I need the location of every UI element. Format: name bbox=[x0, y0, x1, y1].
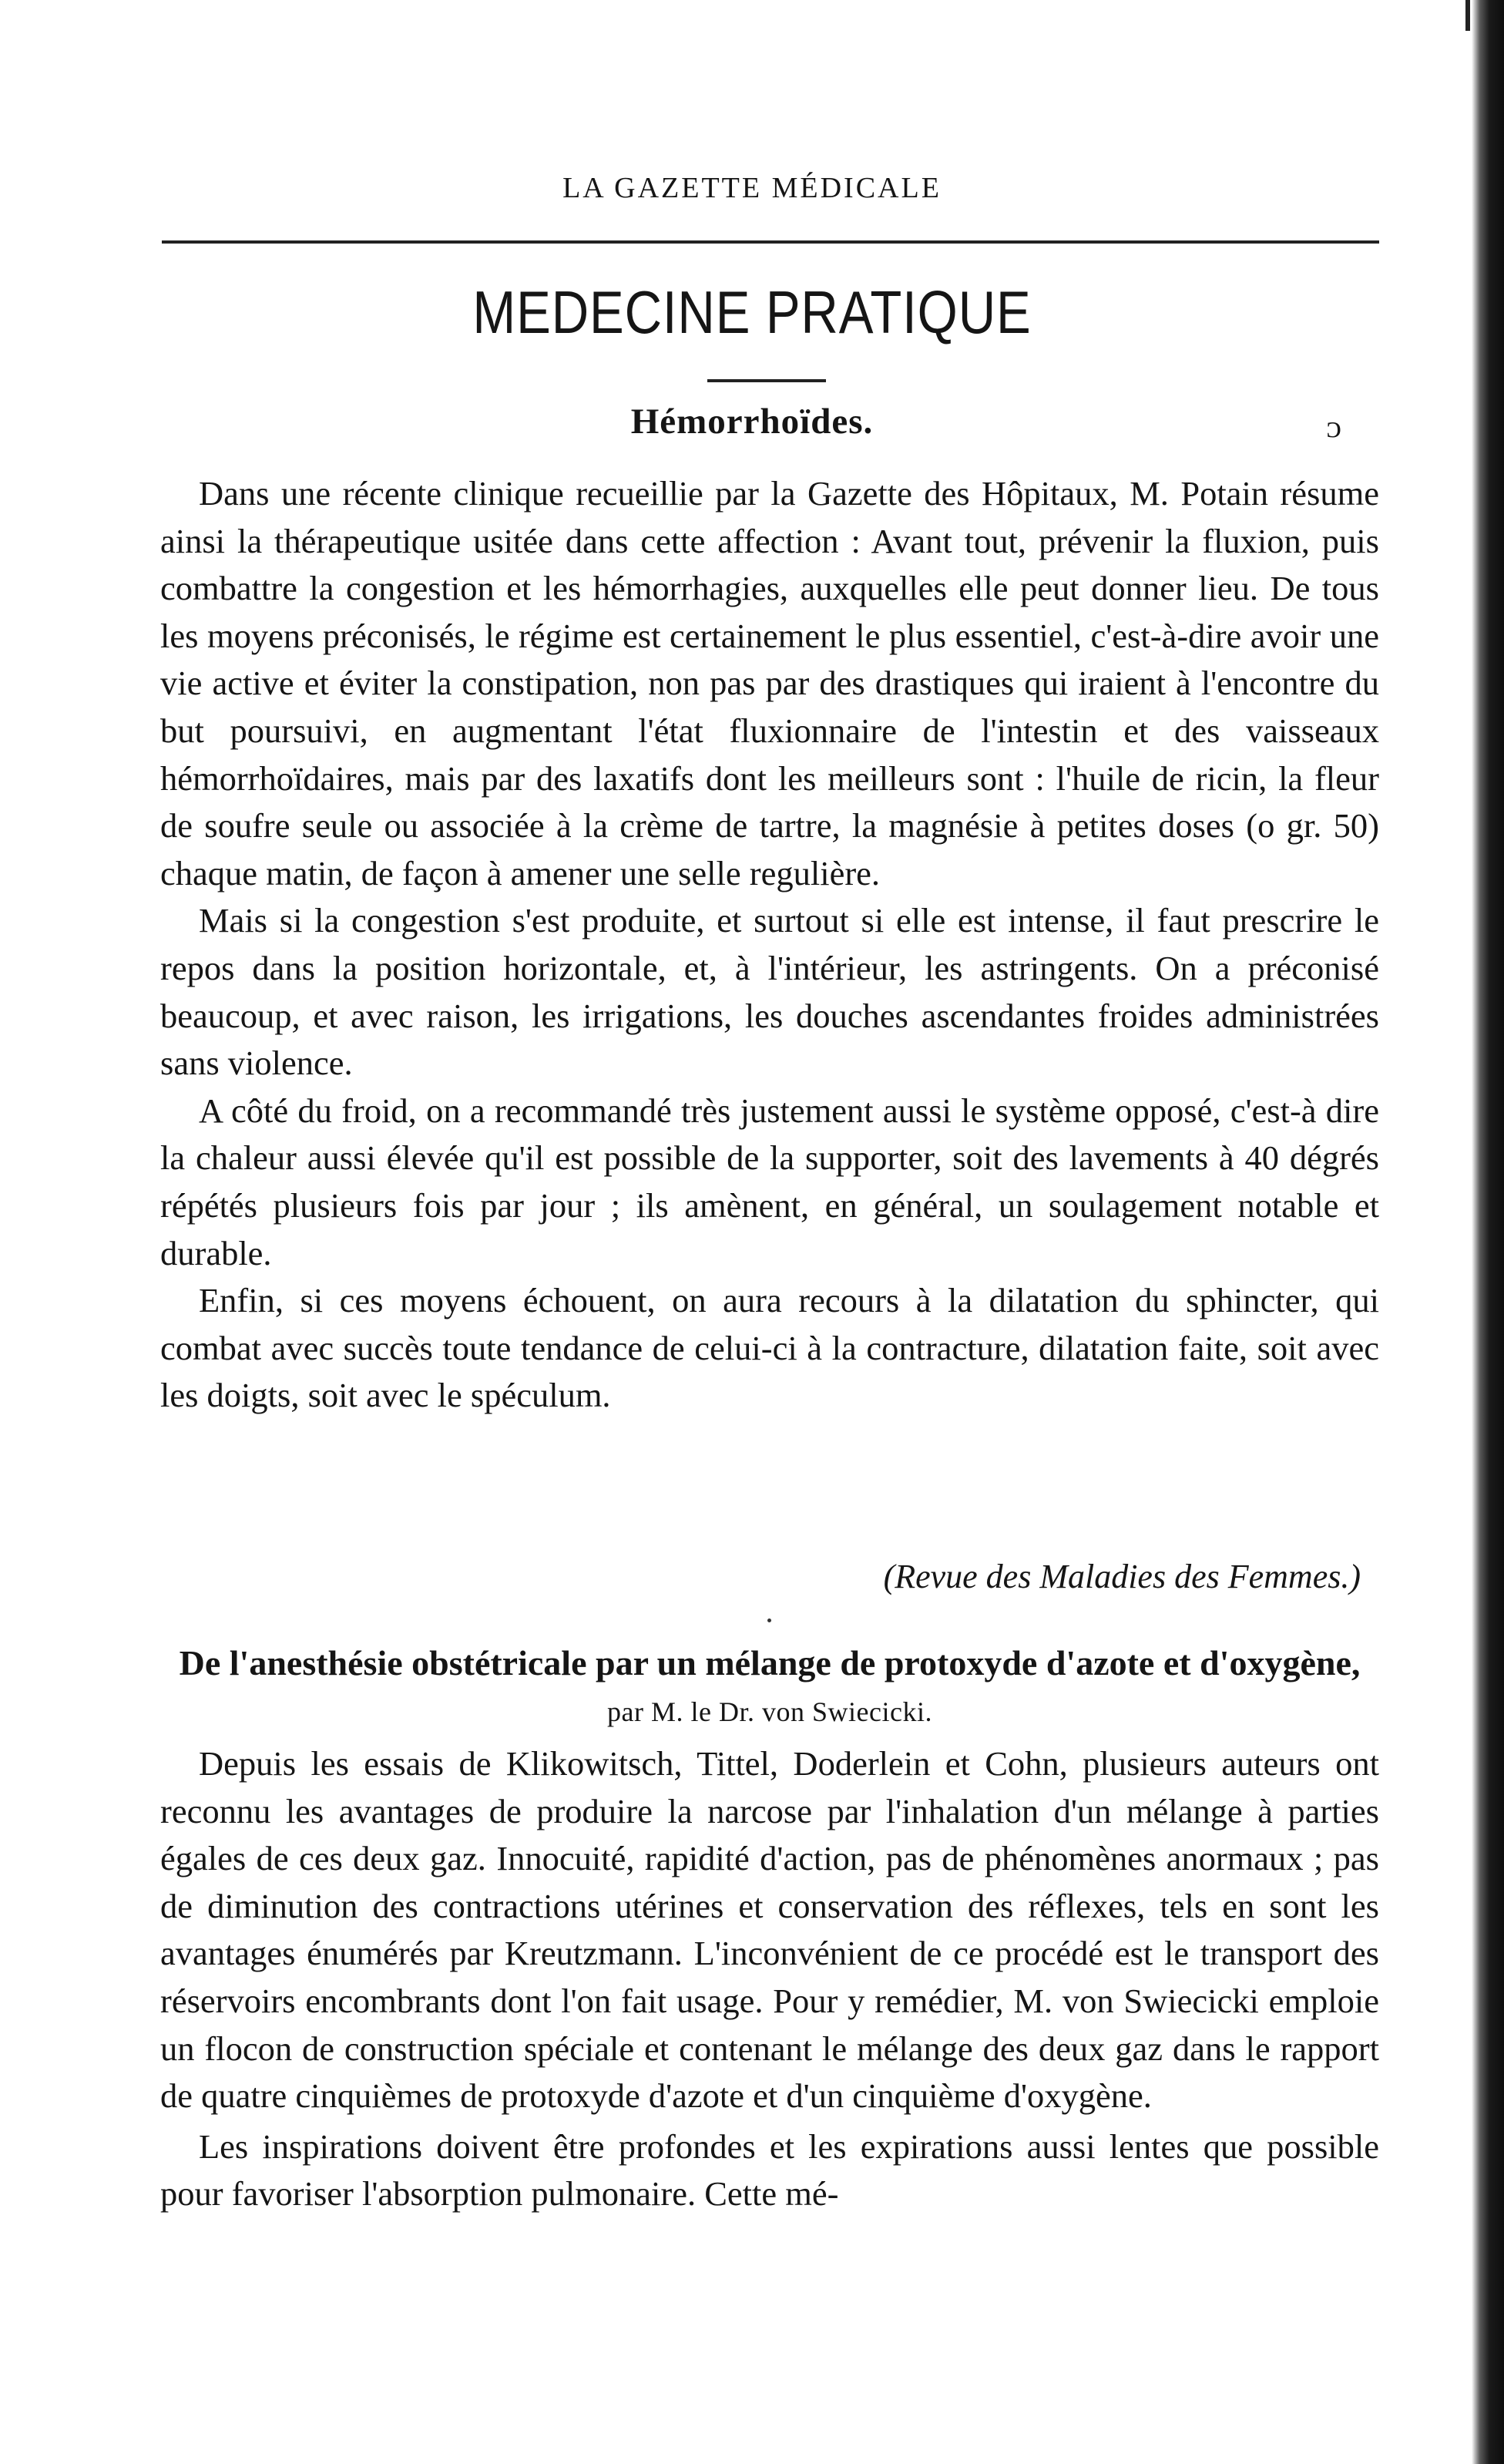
article-2-heading bbox=[160, 1640, 1379, 1735]
separator-dot bbox=[767, 1619, 771, 1622]
header-rule bbox=[162, 240, 1379, 244]
article-2-byline: par M. le Dr. von Swiecicki. bbox=[607, 1696, 932, 1727]
article-2-title: De l'anesthésie obstétricale par un mélange de protoxyde d'azote et d'oxygène, bbox=[179, 1643, 1361, 1682]
article-1-paragraph-2: Mais si la congestion s'est produite, et surtout si elle est intense, il faut prescrire le repos dans la position horizontale, et, à l'intérieur, les astringents. On a préconisé beaucoup, et avec raison, les irrigations, les douches ascendantes froides administrées sans violence. bbox=[160, 901, 1379, 1083]
page-edge-notch bbox=[1465, 0, 1470, 31]
section-title: MEDECINE PRATIQUE bbox=[472, 278, 1032, 346]
article-1-body bbox=[160, 470, 1379, 1420]
title-rule bbox=[707, 379, 826, 382]
article-1-paragraph-4: Enfin, si ces moyens échouent, on aura recours à la dilatation du sphincter, qui combat avec succès toute tendance de celui-ci à la contracture, dilatation faite, soit avec les doigts, soit avec le spéculum. bbox=[160, 1281, 1379, 1415]
article-1-paragraph-3: A côté du froid, on a recommandé très justement aussi le système opposé, c'est-à dire la chaleur aussi élevée qu'il est possible de la supporter, soit des lavements à 40 dégrés répétés plusieurs fois par jour ; ils amènent, en général, un soulagement notable et durable. bbox=[160, 1091, 1379, 1272]
article-1-citation: (Revue des Maladies des Femmes.) bbox=[883, 1558, 1361, 1595]
stray-mark: ᴐ bbox=[1327, 409, 1342, 444]
article-2-paragraph-1: Depuis les essais de Klikowitsch, Tittel, Doderlein et Cohn, plusieurs auteurs ont reconnu les avantages de produire la narcose par l'inhalation d'un mélange à parties égales de ces deux gaz. Innocuité, rapidité d'action, pas de phénomènes anormaux ; pas de diminution des contractions utérines et conservation des réflexes, tels en sont les avantages énumérés par Kreutzmann. L'inconvénient de ce procédé est le transport des réservoirs encombrants dont l'on fait usage. Pour y remédier, M. von Swiecicki emploie un flocon de construction spéciale et contenant le mélange des deux gaz dans le rapport de quatre cinquièmes de protoxyde d'azote et d'un cinquième d'oxygène. bbox=[160, 1744, 1379, 2116]
running-head: LA GAZETTE MÉDICALE bbox=[562, 172, 942, 204]
page-edge-shadow bbox=[1472, 0, 1504, 2464]
article-1-paragraph-1: Dans une récente clinique recueillie par la Gazette des Hôpitaux, M. Potain résume ainsi la thérapeutique usitée dans cette affection : Avant tout, prévenir la fluxion, puis combattre la congestion et les hémorrhagies, auxquelles elle peut donner lieu. De tous les moyens préconisés, le régime est certainement le plus essentiel, c'est-à-dire avoir une vie active et éviter la constipation, non pas par des drastiques qui iraient à l'encontre du but poursuivi, en augmentant l'état fluxionnaire de l'intestin et des vaisseaux hémorrhoïdaires, mais par des laxatifs dont les meilleurs sont : l'huile de ricin, la fleur de soufre seule ou associée à la crème de tartre, la magnésie à petites doses (o gr. 50) chaque matin, de façon à amener une selle regulière. bbox=[160, 474, 1379, 892]
article-2-paragraph-2: Les inspirations doivent être profondes et les expirations aussi lentes que possible pour favoriser l'absorption pulmonaire. Cette mé- bbox=[160, 2126, 1379, 2214]
article-2-body bbox=[160, 1740, 1379, 2218]
article-1-title: Hémorrhoïdes. bbox=[630, 402, 874, 442]
